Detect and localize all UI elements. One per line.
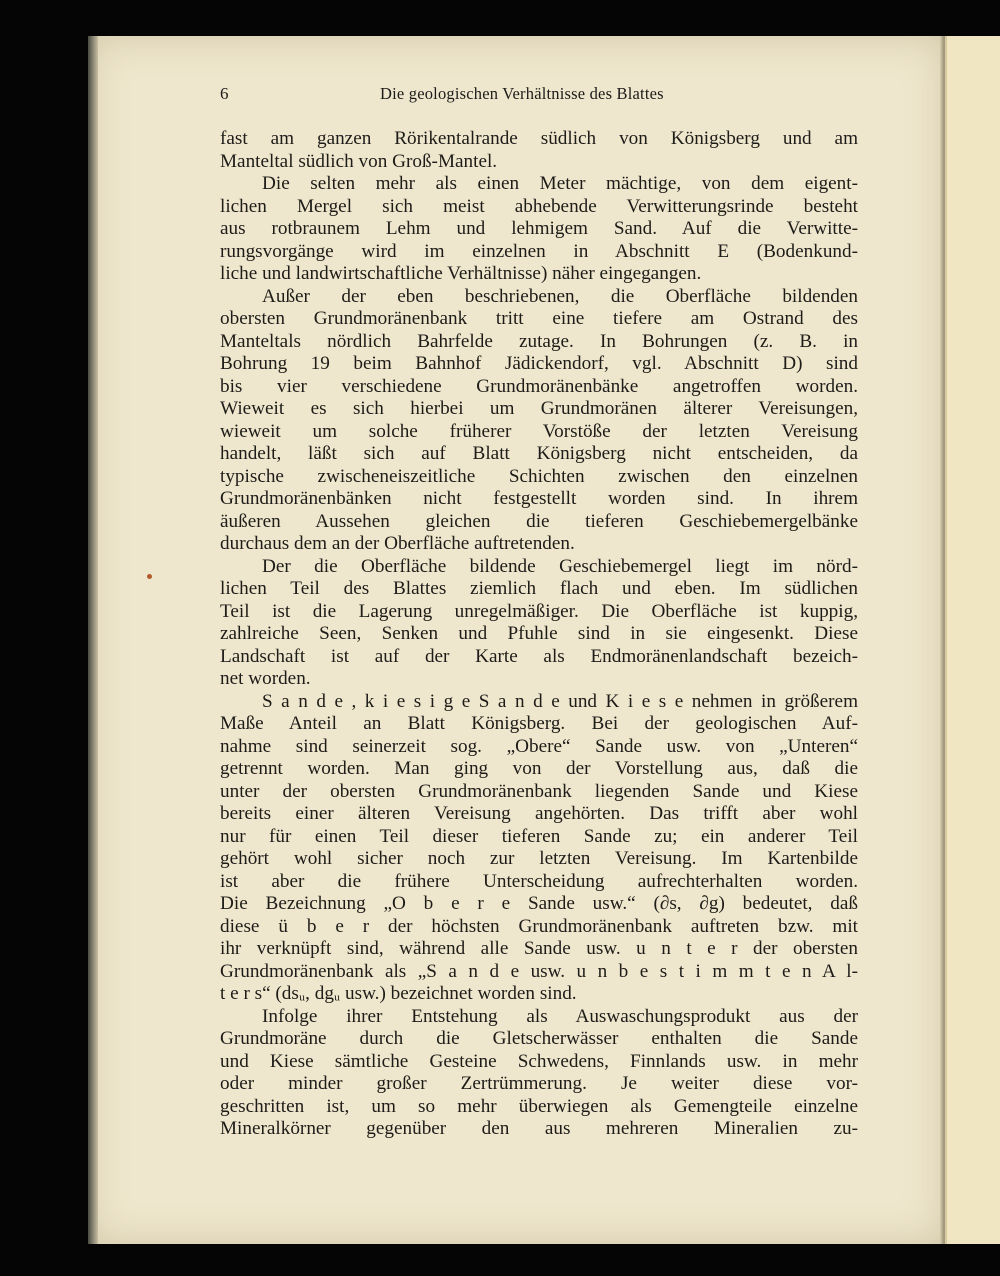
text-line: rungsvorgänge wird im einzelnen in Abschnitt E (Bodenkund-: [220, 240, 858, 262]
running-header: [220, 84, 860, 106]
text-line: Mineralkörner gegenüber den aus mehreren Mineralien zu-: [220, 1118, 858, 1139]
text-line: bereits einer älteren Vereisung angehörten. Das trifft aber wohl: [220, 803, 858, 824]
text-line: Maße Anteil an Blatt Königsberg. Bei der geologischen Auf-: [220, 713, 858, 734]
text-line: Teil ist die Lagerung unregelmäßiger. Die Oberfläche ist kuppig,: [220, 600, 858, 622]
text-line: Die Bezeichnung „O b e r e Sande usw.“ (∂s, ∂g) bedeutet, daß: [220, 893, 858, 914]
text-line: liche und landwirtschaftliche Verhältnisse) näher eingegangen.: [220, 263, 702, 284]
margin-ink-dot: [147, 574, 152, 579]
running-title: Die geologischen Verhältnisse des Blattes: [380, 84, 664, 103]
text-line: S a n d e , k i e s i g e S a n d e und K i e s e nehmen in größerem: [262, 690, 858, 712]
text-line: fast am ganzen Rörikentalrande südlich von Königsberg und am: [220, 128, 858, 149]
text-line: handelt, läßt sich auf Blatt Königsberg nicht entscheiden, da: [220, 443, 858, 464]
text-line: Infolge ihrer Entstehung als Auswaschungsprodukt aus der: [262, 1005, 858, 1027]
text-line: unter der obersten Grundmoränenbank liegenden Sande und Kiese: [220, 780, 858, 802]
facing-page-edge: [945, 36, 1000, 1244]
text-line: ist aber die frühere Unterscheidung aufrechterhalten worden.: [220, 870, 858, 892]
text-line: nur für einen Teil dieser tieferen Sande zu; ein anderer Teil: [220, 825, 858, 847]
text-line: Der die Oberfläche bildende Geschiebemergel liegt im nörd-: [262, 555, 858, 577]
text-line: Grundmoräne durch die Gletscherwässer enthalten die Sande: [220, 1028, 858, 1049]
text-line: t e r s“ (dsᵤ, dgᵤ usw.) bezeichnet worden sind.: [220, 983, 577, 1004]
text-line: geschritten ist, um so mehr überwiegen als Gemengteile einzelne: [220, 1095, 858, 1117]
page-number: 6: [220, 84, 229, 103]
page-left-shadow: [88, 36, 98, 1244]
body-text: [220, 128, 858, 1141]
text-line: wieweit um solche früherer Vorstöße der letzten Vereisung: [220, 420, 858, 442]
text-line: und Kiese sämtliche Gesteine Schwedens, Finnlands usw. in mehr: [220, 1050, 858, 1072]
text-line: oder minder großer Zertrümmerung. Je weiter diese vor-: [220, 1073, 858, 1094]
text-line: Grundmoränenbänken nicht festgestellt worden sind. In ihrem: [220, 488, 858, 509]
text-line: gehört wohl sicher noch zur letzten Vereisung. Im Kartenbilde: [220, 848, 858, 869]
text-line: obersten Grundmoränenbank tritt eine tiefere am Ostrand des: [220, 308, 858, 329]
text-line: zahlreiche Seen, Senken und Pfuhle sind in sie eingesenkt. Diese: [220, 623, 858, 644]
text-line: net worden.: [220, 668, 311, 689]
text-line: bis vier verschiedene Grundmoränenbänke angetroffen worden.: [220, 375, 858, 397]
text-line: typische zwischeneiszeitliche Schichten zwischen den einzelnen: [220, 465, 858, 487]
text-line: lichen Mergel sich meist abhebende Verwitterungsrinde besteht: [220, 195, 858, 217]
text-line: Wieweit es sich hierbei um Grundmoränen älterer Vereisungen,: [220, 398, 858, 419]
text-line: lichen Teil des Blattes ziemlich flach und eben. Im südlichen: [220, 578, 858, 599]
text-line: diese ü b e r der höchsten Grundmoränenbank auftreten bzw. mit: [220, 915, 858, 937]
text-line: nahme sind seinerzeit sog. „Obere“ Sande usw. von „Unteren“: [220, 735, 858, 757]
text-line: Grundmoränenbank als „S a n d e usw. u n b e s t i m m t e n A l-: [220, 960, 858, 982]
text-line: äußeren Aussehen gleichen die tieferen Geschiebemergelbänke: [220, 510, 858, 532]
text-line: getrennt worden. Man ging von der Vorstellung aus, daß die: [220, 758, 858, 779]
text-line: Die selten mehr als einen Meter mächtige, von dem eigent-: [262, 173, 858, 194]
text-line: Bohrung 19 beim Bahnhof Jädickendorf, vgl. Abschnitt D) sind: [220, 353, 858, 374]
text-line: Landschaft ist auf der Karte als Endmoränenlandschaft bezeich-: [220, 645, 858, 667]
text-line: Manteltals nördlich Bahrfelde zutage. In Bohrungen (z. B. in: [220, 330, 858, 352]
text-line: durchaus dem an der Oberfläche auftretenden.: [220, 533, 575, 554]
text-line: aus rotbraunem Lehm und lehmigem Sand. Auf die Verwitte-: [220, 218, 858, 239]
text-line: ihr verknüpft sind, während alle Sande usw. u n t e r der obersten: [220, 938, 858, 959]
text-line: Manteltal südlich von Groß-Mantel.: [220, 150, 498, 172]
text-line: Außer der eben beschriebenen, die Oberfläche bildenden: [262, 285, 858, 307]
